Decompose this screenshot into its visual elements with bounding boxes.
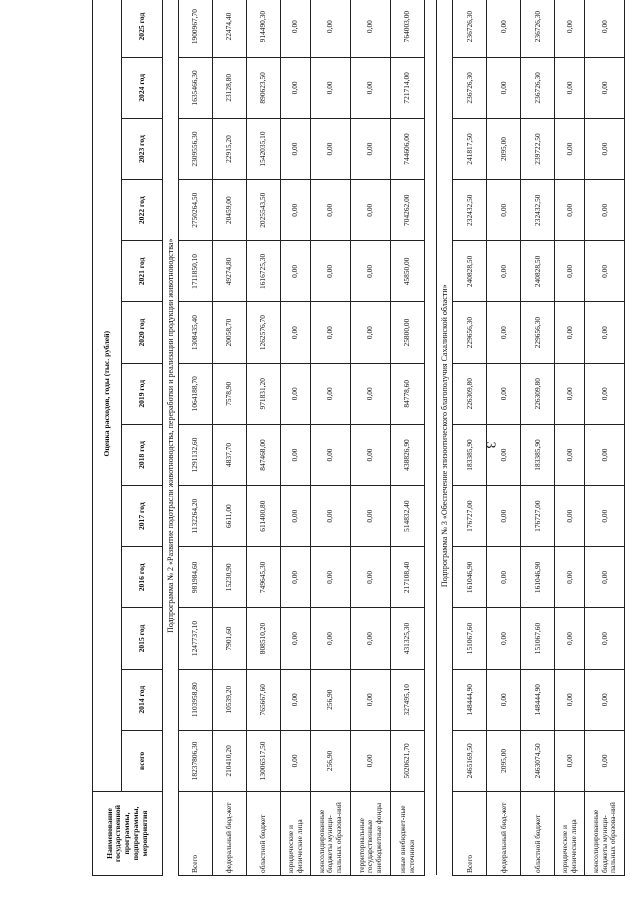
value-cell: 0,00 (281, 302, 311, 363)
value-cell: 0,00 (351, 730, 391, 791)
value-cell: 0,00 (555, 363, 585, 424)
value-cell: 1291132,60 (179, 424, 213, 485)
header-years-row (122, 0, 163, 876)
table-row (555, 0, 585, 876)
value-cell: 49274,80 (213, 241, 247, 302)
value-cell: 239722,50 (521, 118, 555, 179)
subprogram-title-row (163, 0, 179, 876)
value-cell: 20058,70 (213, 302, 247, 363)
value-cell: 1711850,10 (179, 241, 213, 302)
value-cell: 0,00 (311, 608, 351, 669)
value-cell: 256,90 (311, 669, 351, 730)
value-cell: 183385,90 (521, 424, 555, 485)
value-cell: 0,00 (281, 241, 311, 302)
value-cell: 749645,30 (247, 547, 281, 608)
value-cell: 0,00 (351, 57, 391, 118)
value-cell: 232432,50 (521, 180, 555, 241)
value-cell: 0,00 (487, 57, 521, 118)
header-year-cell: 2016 год (122, 547, 163, 608)
value-cell: 0,00 (585, 608, 625, 669)
value-cell: 240828,50 (521, 241, 555, 302)
value-cell: 890623,50 (247, 57, 281, 118)
value-cell: 15230,90 (213, 547, 247, 608)
value-cell: 1542035,10 (247, 118, 281, 179)
value-cell: 0,00 (555, 486, 585, 547)
subprogram-title: Подпрограмма № 3 «Обеспечение эпизоотического благополучия Сахалинской области» (437, 0, 453, 876)
value-cell: 229656,30 (521, 302, 555, 363)
value-cell: 0,00 (585, 669, 625, 730)
value-cell: 1103958,80 (179, 669, 213, 730)
value-cell: 0,00 (311, 302, 351, 363)
value-cell: 721714,00 (391, 57, 425, 118)
value-cell: 0,00 (487, 608, 521, 669)
budget-table (92, 0, 625, 876)
value-cell: 1262576,70 (247, 302, 281, 363)
value-cell: 2095,00 (487, 118, 521, 179)
table-header (93, 0, 163, 876)
value-cell: 0,00 (281, 57, 311, 118)
header-year-cell: 2021 год (122, 241, 163, 302)
value-cell: 1247737,10 (179, 608, 213, 669)
value-cell: 0,00 (351, 302, 391, 363)
value-cell: 84778,60 (391, 363, 425, 424)
value-cell: 764003,00 (391, 0, 425, 57)
value-cell: 765667,60 (247, 669, 281, 730)
value-cell: 0,00 (487, 424, 521, 485)
value-cell: 0,00 (585, 730, 625, 791)
value-cell: 438826,90 (391, 424, 425, 485)
value-cell: 18237806,30 (179, 730, 213, 791)
value-cell: 0,00 (487, 363, 521, 424)
header-year-cell: всего (122, 730, 163, 791)
value-cell: 0,00 (487, 180, 521, 241)
value-cell: 240828,50 (453, 241, 487, 302)
header-year-cell: 2022 год (122, 180, 163, 241)
value-cell: 232432,50 (453, 180, 487, 241)
value-cell: 2309556,30 (179, 118, 213, 179)
value-cell: 0,00 (311, 424, 351, 485)
page-number: 3 (482, 441, 498, 449)
value-cell: 0,00 (311, 180, 351, 241)
value-cell: 808510,20 (247, 608, 281, 669)
value-cell: 1900967,70 (179, 0, 213, 57)
value-cell: 13006517,50 (247, 730, 281, 791)
value-cell: 971831,20 (247, 363, 281, 424)
row-label: юридические и физические лица (281, 792, 311, 876)
value-cell: 0,00 (585, 363, 625, 424)
value-cell: 0,00 (281, 608, 311, 669)
value-cell: 0,00 (311, 486, 351, 547)
value-cell: 7901,60 (213, 608, 247, 669)
value-cell: 2463074,50 (521, 730, 555, 791)
value-cell: 0,00 (555, 547, 585, 608)
value-cell: 0,00 (555, 180, 585, 241)
value-cell: 2465169,50 (453, 730, 487, 791)
value-cell: 0,00 (281, 363, 311, 424)
value-cell: 0,00 (487, 0, 521, 57)
value-cell: 236726,30 (521, 57, 555, 118)
value-cell: 236726,30 (521, 0, 555, 57)
value-cell: 0,00 (487, 486, 521, 547)
subprogram-title-row (437, 0, 453, 876)
section-gap (425, 0, 437, 876)
row-label: областной бюджет (521, 792, 555, 876)
value-cell: 0,00 (281, 180, 311, 241)
value-cell: 236726,30 (453, 0, 487, 57)
value-cell: 1308435,40 (179, 302, 213, 363)
value-cell: 847468,00 (247, 424, 281, 485)
row-label: Всего (453, 792, 487, 876)
value-cell: 148444,90 (521, 669, 555, 730)
value-cell: 704262,00 (391, 180, 425, 241)
table-row (281, 0, 311, 876)
value-cell: 0,00 (351, 547, 391, 608)
table-row (585, 0, 625, 876)
value-cell: 22474,40 (213, 0, 247, 57)
value-cell: 1616725,30 (247, 241, 281, 302)
value-cell: 0,00 (585, 302, 625, 363)
value-cell: 0,00 (585, 57, 625, 118)
value-cell: 611400,80 (247, 486, 281, 547)
value-cell: 176727,00 (521, 486, 555, 547)
value-cell: 22915,20 (213, 118, 247, 179)
value-cell: 0,00 (487, 547, 521, 608)
value-cell: 0,00 (487, 302, 521, 363)
value-cell: 241817,50 (453, 118, 487, 179)
value-cell: 0,00 (555, 669, 585, 730)
value-cell: 0,00 (351, 486, 391, 547)
header-year-cell: 2025 год (122, 0, 163, 57)
value-cell: 176727,00 (453, 486, 487, 547)
value-cell: 0,00 (281, 669, 311, 730)
value-cell: 0,00 (281, 424, 311, 485)
table-row (453, 0, 487, 876)
value-cell: 161046,90 (453, 547, 487, 608)
table-row (487, 0, 521, 876)
value-cell: 0,00 (487, 669, 521, 730)
rotated-sheet (92, 0, 640, 876)
value-cell: 744606,00 (391, 118, 425, 179)
row-label: консолидированные бюджеты муници-пальных образова-ний (585, 792, 625, 876)
row-label: территориальные государственные внебюджетные фонды (351, 792, 391, 876)
table-row (179, 0, 213, 876)
value-cell: 2095,00 (487, 730, 521, 791)
value-cell: 151067,60 (521, 608, 555, 669)
value-cell: 0,00 (311, 363, 351, 424)
value-cell: 226309,80 (453, 363, 487, 424)
value-cell: 1132264,20 (179, 486, 213, 547)
value-cell: 0,00 (311, 241, 351, 302)
value-cell: 4837,70 (213, 424, 247, 485)
value-cell: 151067,60 (453, 608, 487, 669)
value-cell: 914490,30 (247, 0, 281, 57)
table-row (351, 0, 391, 876)
value-cell: 0,00 (555, 424, 585, 485)
value-cell: 161046,90 (521, 547, 555, 608)
value-cell: 20459,00 (213, 180, 247, 241)
row-label: федеральный бюд-жет (213, 792, 247, 876)
value-cell: 0,00 (585, 118, 625, 179)
value-cell: 0,00 (585, 0, 625, 57)
value-cell: 0,00 (351, 424, 391, 485)
value-cell: 0,00 (281, 0, 311, 57)
header-name-cell: Наименование государственной программы, подпрограммы, мероприятия (93, 792, 163, 876)
value-cell: 0,00 (585, 486, 625, 547)
table-body (163, 0, 625, 876)
value-cell: 2750264,50 (179, 180, 213, 241)
value-cell: 0,00 (281, 118, 311, 179)
value-cell: 0,00 (555, 608, 585, 669)
value-cell: 229656,30 (453, 302, 487, 363)
header-year-cell: 2024 год (122, 57, 163, 118)
value-cell: 45850,00 (391, 241, 425, 302)
value-cell: 5020621,70 (391, 730, 425, 791)
value-cell: 1635466,30 (179, 57, 213, 118)
value-cell: 7578,90 (213, 363, 247, 424)
value-cell: 0,00 (311, 57, 351, 118)
value-cell: 981984,60 (179, 547, 213, 608)
table-row (247, 0, 281, 876)
value-cell: 183385,90 (453, 424, 487, 485)
value-cell: 0,00 (351, 118, 391, 179)
table-row (213, 0, 247, 876)
value-cell: 1064188,70 (179, 363, 213, 424)
value-cell: 10539,20 (213, 669, 247, 730)
value-cell: 226309,80 (521, 363, 555, 424)
value-cell: 148444,90 (453, 669, 487, 730)
value-cell: 0,00 (487, 241, 521, 302)
value-cell: 0,00 (585, 547, 625, 608)
subprogram-title: Подпрограмма № 2 «Развитие подотрасли животноводства, переработки и реализации продукции животноводства» (163, 0, 179, 876)
value-cell: 0,00 (281, 486, 311, 547)
table-row (521, 0, 555, 876)
table-row (391, 0, 425, 876)
value-cell: 0,00 (281, 730, 311, 791)
value-cell: 0,00 (585, 424, 625, 485)
header-group-cell: Оценка расходов, годы (тыс. рублей) (93, 0, 122, 792)
value-cell: 0,00 (555, 302, 585, 363)
value-cell: 0,00 (351, 669, 391, 730)
header-year-cell: 2020 год (122, 302, 163, 363)
value-cell: 0,00 (555, 57, 585, 118)
value-cell: 0,00 (351, 0, 391, 57)
value-cell: 0,00 (351, 241, 391, 302)
value-cell: 0,00 (555, 241, 585, 302)
row-label: консолидированные бюджеты муници-пальных образова-ний (311, 792, 351, 876)
header-year-cell: 2023 год (122, 118, 163, 179)
value-cell: 0,00 (311, 0, 351, 57)
value-cell: 514832,40 (391, 486, 425, 547)
value-cell: 0,00 (585, 241, 625, 302)
value-cell: 217108,40 (391, 547, 425, 608)
value-cell: 0,00 (555, 0, 585, 57)
table-row (311, 0, 351, 876)
value-cell: 0,00 (585, 180, 625, 241)
value-cell: 236726,30 (453, 57, 487, 118)
value-cell: 327495,10 (391, 669, 425, 730)
header-year-cell: 2018 год (122, 424, 163, 485)
value-cell: 0,00 (311, 118, 351, 179)
value-cell: 25800,00 (391, 302, 425, 363)
value-cell: 0,00 (555, 118, 585, 179)
header-year-cell: 2015 год (122, 608, 163, 669)
value-cell: 210410,20 (213, 730, 247, 791)
value-cell: 0,00 (351, 180, 391, 241)
value-cell: 0,00 (555, 730, 585, 791)
row-label: федеральный бюд-жет (487, 792, 521, 876)
header-year-cell: 2019 год (122, 363, 163, 424)
header-year-cell: 2017 год (122, 486, 163, 547)
value-cell: 23128,80 (213, 57, 247, 118)
value-cell: 0,00 (311, 547, 351, 608)
value-cell: 6611,00 (213, 486, 247, 547)
value-cell: 0,00 (351, 363, 391, 424)
row-label: областной бюджет (247, 792, 281, 876)
value-cell: 2025543,50 (247, 180, 281, 241)
row-label: юридические и физические лица (555, 792, 585, 876)
value-cell: 0,00 (281, 547, 311, 608)
header-year-cell: 2014 год (122, 669, 163, 730)
value-cell: 0,00 (351, 608, 391, 669)
row-label: Всего (179, 792, 213, 876)
row-label: иные внебюджет-ные источники (391, 792, 425, 876)
value-cell: 256,90 (311, 730, 351, 791)
value-cell: 431325,30 (391, 608, 425, 669)
